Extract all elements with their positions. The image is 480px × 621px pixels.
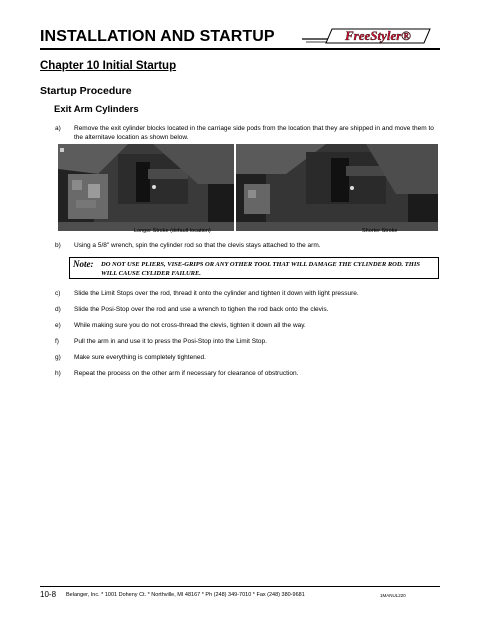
step-text: Remove the exit cylinder blocks located in the carriage side pods from the location that they are shipped in and move them to the alternitave location as shown below.	[74, 125, 434, 141]
freestyler-logo	[302, 26, 440, 46]
step-text: Make sure everything is completely tightened.	[74, 354, 206, 361]
step-text: While making sure you do not cross-thread the clevis, tighten it down all the way.	[74, 322, 306, 329]
header-rule	[40, 48, 440, 50]
photo-longer-stroke	[58, 144, 234, 231]
page-number: 10-8	[40, 590, 57, 599]
step-text: Repeat the process on the other arm if necessary for clearance of obstruction.	[74, 370, 299, 377]
page-header	[40, 26, 438, 48]
caption-longer-stroke: Longer Stroke (default location)	[134, 228, 211, 234]
chapter-title: Chapter 10 Initial Startup	[40, 60, 177, 72]
note-text: DO NOT USE PLIERS, VISE-GRIPS OR ANY OTHER TOOL THAT WILL DAMAGE THE CYLINDER ROD. THIS WILL CAUSE CYLIDER FAILURE.	[101, 261, 420, 277]
step-letter: e)	[55, 322, 61, 329]
section-title: Startup Procedure	[40, 85, 132, 97]
step-letter: c)	[55, 290, 61, 297]
step-letter: d)	[55, 306, 61, 313]
step-letter: a)	[55, 125, 61, 132]
note-box	[69, 257, 439, 279]
step-text: Slide the Limit Stops over the rod, thread it onto the cylinder and tighten it down with light pressure.	[74, 290, 359, 297]
document-code: 1MANUL220	[380, 593, 406, 598]
step-text: Using a 5/8" wrench, spin the cylinder rod so that the clevis stays attached to the arm.	[74, 242, 321, 249]
footer-rule	[40, 586, 440, 587]
header-title: INSTALLATION AND STARTUP	[40, 28, 275, 45]
footer-address: Belanger, Inc. * 1001 Doheny Ct. * Northville, MI 48167 * Ph (248) 349-7010 * Fax (248) 380-9681	[66, 592, 305, 598]
note-label: Note:	[73, 259, 94, 269]
step-letter: f)	[55, 338, 59, 345]
step-text: Pull the arm in and use it to press the Posi-Stop into the Limit Stop.	[74, 338, 267, 345]
step-letter: b)	[55, 242, 61, 249]
step-text: Slide the Posi-Stop over the rod and use a wrench to tighen the rod back onto the clevis.	[74, 306, 329, 313]
caption-shorter-stroke: Shorter Stroke	[362, 228, 398, 234]
svg-text:FreeStyler®: FreeStyler®	[344, 28, 412, 43]
step-letter: h)	[55, 370, 61, 377]
photo-shorter-stroke	[236, 144, 438, 231]
step-letter: g)	[55, 354, 61, 361]
subsection-title: Exit Arm Cylinders	[54, 104, 139, 115]
